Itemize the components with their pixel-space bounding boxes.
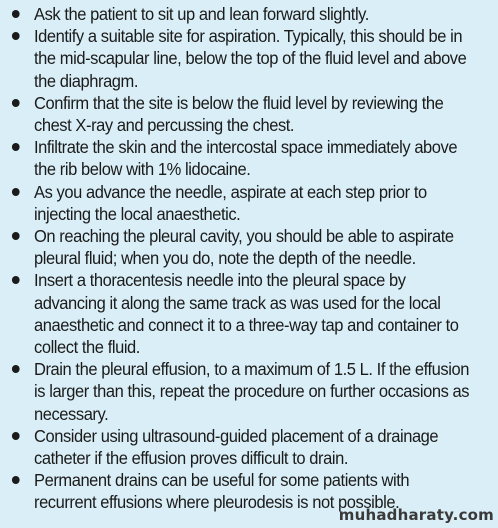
list-item (1, 3, 479, 25)
bullet-icon (12, 365, 20, 373)
list-item (1, 136, 479, 180)
list-item-text: Permanent drains can be useful for some patients with recurrent effusions where pleurodesis is not possible. (34, 470, 410, 513)
list-item-text: Consider using ultrasound-guided placement of a drainage catheter if the effusion proves difficult to drain. (34, 425, 439, 469)
bullet-icon (12, 432, 20, 440)
list-item (1, 425, 479, 469)
list-item-text: Infiltrate the skin and the intercostal space immediately above the rib below with 1% lidocaine. (34, 137, 458, 180)
list-item (1, 181, 479, 225)
list-item-text: Ask the patient to sit up and lean forward slightly. (34, 4, 369, 24)
list-item (1, 92, 479, 136)
list-item (1, 358, 479, 425)
list-item (1, 269, 479, 358)
list-item (1, 225, 479, 269)
bullet-icon (12, 476, 20, 484)
list-item-text: Insert a thoracentesis needle into the pleural space by advancing it along the same track as was used for the local anaesthetic and connect it to a three-way tap and container to collect the fluid. (34, 270, 459, 358)
bullet-icon (12, 99, 20, 107)
list-item-text: On reaching the pleural cavity, you should be able to aspirate pleural fluid; when you do, note the depth of the needle. (34, 226, 454, 269)
list-item-text: As you advance the needle, aspirate at each step prior to injecting the local anaesthetic. (34, 181, 427, 224)
bullet-icon (12, 143, 20, 151)
bullet-icon (12, 276, 20, 284)
watermark: muhadharaty.com (338, 506, 494, 524)
list-item-text: Confirm that the site is below the fluid level by reviewing the chest X-ray and percussing the chest. (34, 92, 444, 136)
bullet-icon (12, 10, 20, 18)
procedure-list (0, 3, 498, 514)
bullet-icon (12, 32, 20, 40)
list-item-text: Drain the pleural effusion, to a maximum of 1.5 L. If the effusion is larger than this, repeat the procedure on further occasions as necessary. (34, 359, 470, 424)
list-item-text: Identify a suitable site for aspiration. Typically, this should be in the mid-scapular line, below the top of the fluid level and above the diaphragm. (34, 26, 467, 91)
bullet-icon (12, 232, 20, 240)
bullet-icon (12, 188, 20, 196)
list-item (1, 25, 479, 92)
